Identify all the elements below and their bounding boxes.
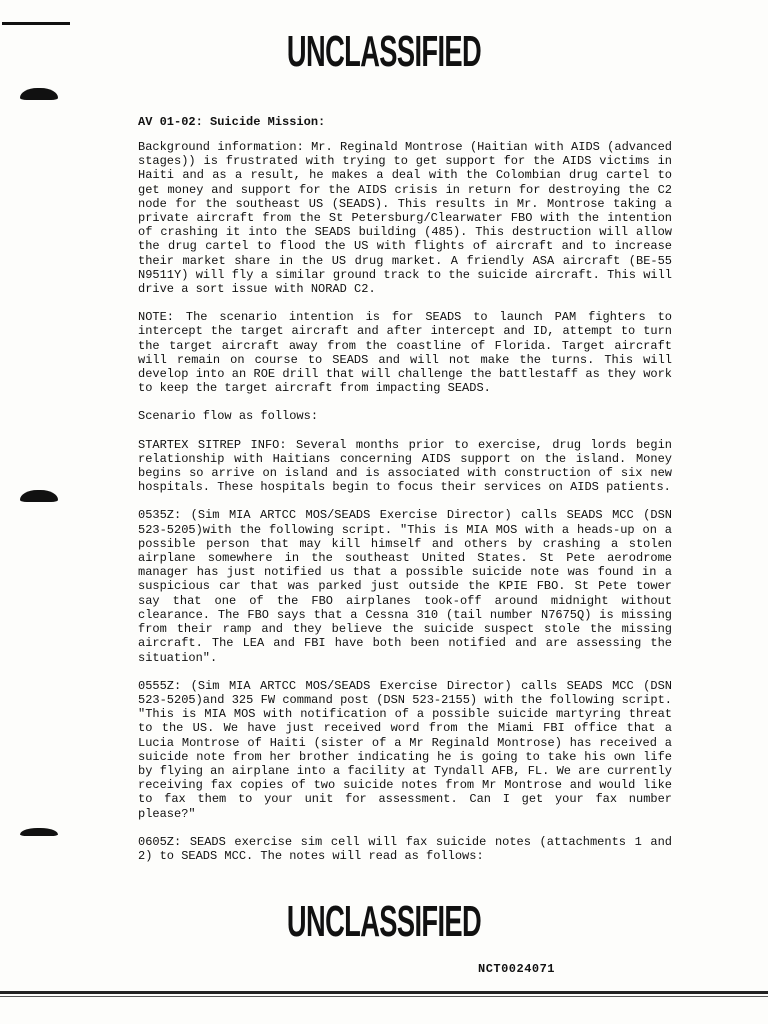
paragraph-scenario-flow: Scenario flow as follows: [138, 409, 319, 424]
paragraph-0535z: 0535Z: (Sim MIA ARTCC MOS/SEADS Exercise Director) calls SEADS MCC (DSN 523-5205)with the following script. "This is MIA MOS with a heads-up on a possible person that may kill himself and others by crashing a stolen airplane somewhere in the southeast United States. St Pete aerodrome manager has just notified us that a possible suicide note was found in a suspicious car that was parked just outside the KPIE FBO. St Pete tower say that one of the FBO airplanes took-off around midnight without clearance. The FBO says that a Cessna 310 (tail number N7675Q) is missing from their ramp and they believe the suicide suspect stole the missing aircraft. The LEA and FBI have both been notified and are assessing the situation". [138, 508, 672, 665]
paragraph-0605z: 0605Z: SEADS exercise sim cell will fax suicide notes (attachments 1 and 2) to SEADS MCC. The notes will read as follows: [138, 834, 672, 863]
paragraph-0555z: 0555Z: (Sim MIA ARTCC MOS/SEADS Exercise Director) calls SEADS MCC (DSN 523-5205)and 325 FW command post (DSN 523-2155) with the following script. "This is MIA MOS with notification of a possible suicide martyring threat to the US. We have just received word from the Miami FBI office that a Lucia Montrose of Haiti (sister of a Mr Reginald Montrose) has received a suicide note from her brother indicating he is going to take his own life by flying an airplane into a facility at Tyndall AFB, FL. We are currently receiving fax copies of two suicide notes from Mr Montrose and would like to fax them to your unit for assessment. Can I get your fax number please?" [138, 678, 672, 821]
paragraph-startex: STARTEX SITREP INFO: Several months prior to exercise, drug lords begin relationship with Haitians concerning AIDS support on the island. Money begins so arrive on island and is associated with construction of six new hospitals. These hospitals begin to focus their services on AIDS patients. [138, 437, 672, 495]
punch-hole [20, 828, 58, 836]
scan-edge-line [0, 991, 768, 994]
paragraph-background: Background information: Mr. Reginald Montrose (Haitian with AIDS (advanced stages)) is frustrated with trying to get support for the AIDS victims in Haiti and as a result, he makes a deal with the Colombian drug cartel to get money and support for the AIDS crisis in return for destroying the C2 node for the southeast US (SEADS). This results in Mr. Montrose taking a private aircraft from the St Petersburg/Clearwater FBO with the intention of crashing it into the SEADS building (485). This destruction will allow the drug cartel to flood the US with flights of aircraft and to increase their market share in the US drug market. A friendly ASA aircraft (BE-55 N9511Y) will fly a similar ground track to the suicide aircraft. This will drive a sort issue with NORAD C2. [138, 140, 672, 297]
document-body [138, 140, 672, 877]
punch-hole [20, 490, 58, 502]
classification-stamp-bottom: UNCLASSIFIED [286, 897, 482, 946]
section-title: AV 01-02: Suicide Mission: [138, 115, 326, 129]
document-number: NCT0024071 [478, 962, 556, 976]
punch-hole [20, 88, 58, 100]
paragraph-note: NOTE: The scenario intention is for SEADS to launch PAM fighters to intercept the target aircraft and after intercept and ID, attempt to turn the target aircraft away from the coastline of Florida. Target aircraft will remain on course to SEADS and will not make the turns. This will develop into an ROE drill that will challenge the battlestaff as they work to keep the target aircraft from impacting SEADS. [138, 310, 672, 396]
scan-edge-line [0, 996, 768, 997]
scan-mark [2, 22, 70, 25]
classification-stamp-top: UNCLASSIFIED [286, 27, 482, 76]
